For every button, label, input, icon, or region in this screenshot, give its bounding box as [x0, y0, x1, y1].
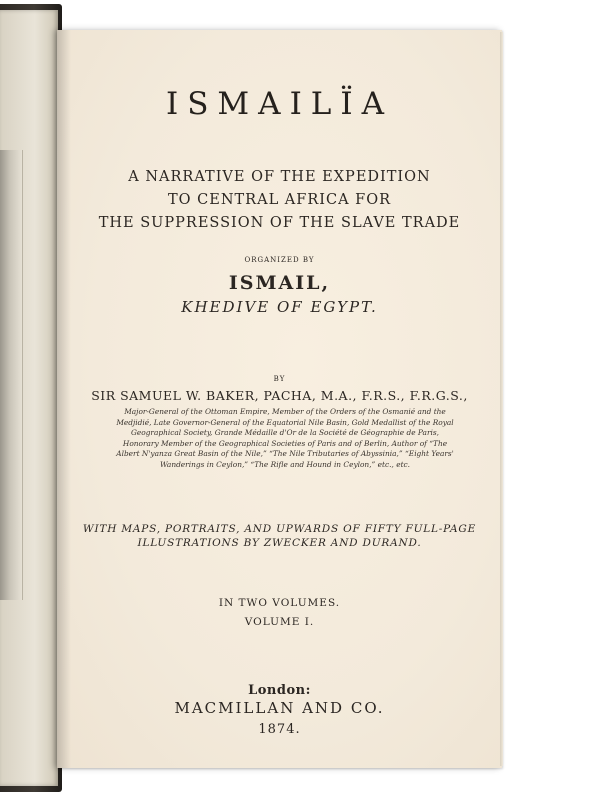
subtitle-line: THE SUPPRESSION OF THE SLAVE TRADE — [98, 215, 461, 231]
illustrations-note — [57, 522, 502, 550]
organized-by-label: ORGANIZED BY — [244, 256, 315, 264]
frontispiece-plate-edge — [0, 150, 23, 600]
patron-title: KHEDIVE OF EGYPT. — [181, 298, 378, 316]
subtitle-line: TO CENTRAL AFRICA FOR — [167, 192, 392, 208]
volume-number: VOLUME I. — [244, 616, 315, 628]
subtitle — [57, 166, 502, 235]
author-credentials: Major-General of the Ottoman Empire, Member of the Orders of the Osmanié and the Medjidié, Late Governor-General of the Equatorial Nile Basin, Gold Medallist of the Royal Geographical Society, Grande Médaille d'Or de la Société de Géographie de Paris, Honorary Member of the Geographical Societies of Paris and of Berlin, Author of “The Albert N'yanza Great Basin of the Nile,” “The Nile Tributaries of Abyssinia,” “Eight Years' Wanderings in Ceylon,” “The Rifle and Hound in Ceylon,” etc., etc. — [116, 407, 454, 469]
illustrations-line: ILLUSTRATIONS BY ZWECKER AND DURAND. — [137, 537, 422, 549]
by-label: BY — [273, 375, 286, 383]
volumes-note: IN TWO VOLUMES. — [218, 597, 341, 609]
book-title: ISMAILÏA — [165, 86, 394, 122]
publisher-name: MACMILLAN AND CO. — [174, 699, 385, 717]
publisher-city: London: — [248, 683, 311, 698]
author-name: SIR SAMUEL W. BAKER, PACHA, M.A., F.R.S., F.R.G.S., — [91, 388, 468, 403]
patron-name: ISMAIL, — [228, 272, 331, 294]
illustrations-line: WITH MAPS, PORTRAITS, AND UPWARDS OF FIFTY FULL-PAGE — [82, 523, 477, 535]
subtitle-line: A NARRATIVE OF THE EXPEDITION — [128, 169, 431, 185]
publication-year: 1874. — [258, 722, 301, 737]
